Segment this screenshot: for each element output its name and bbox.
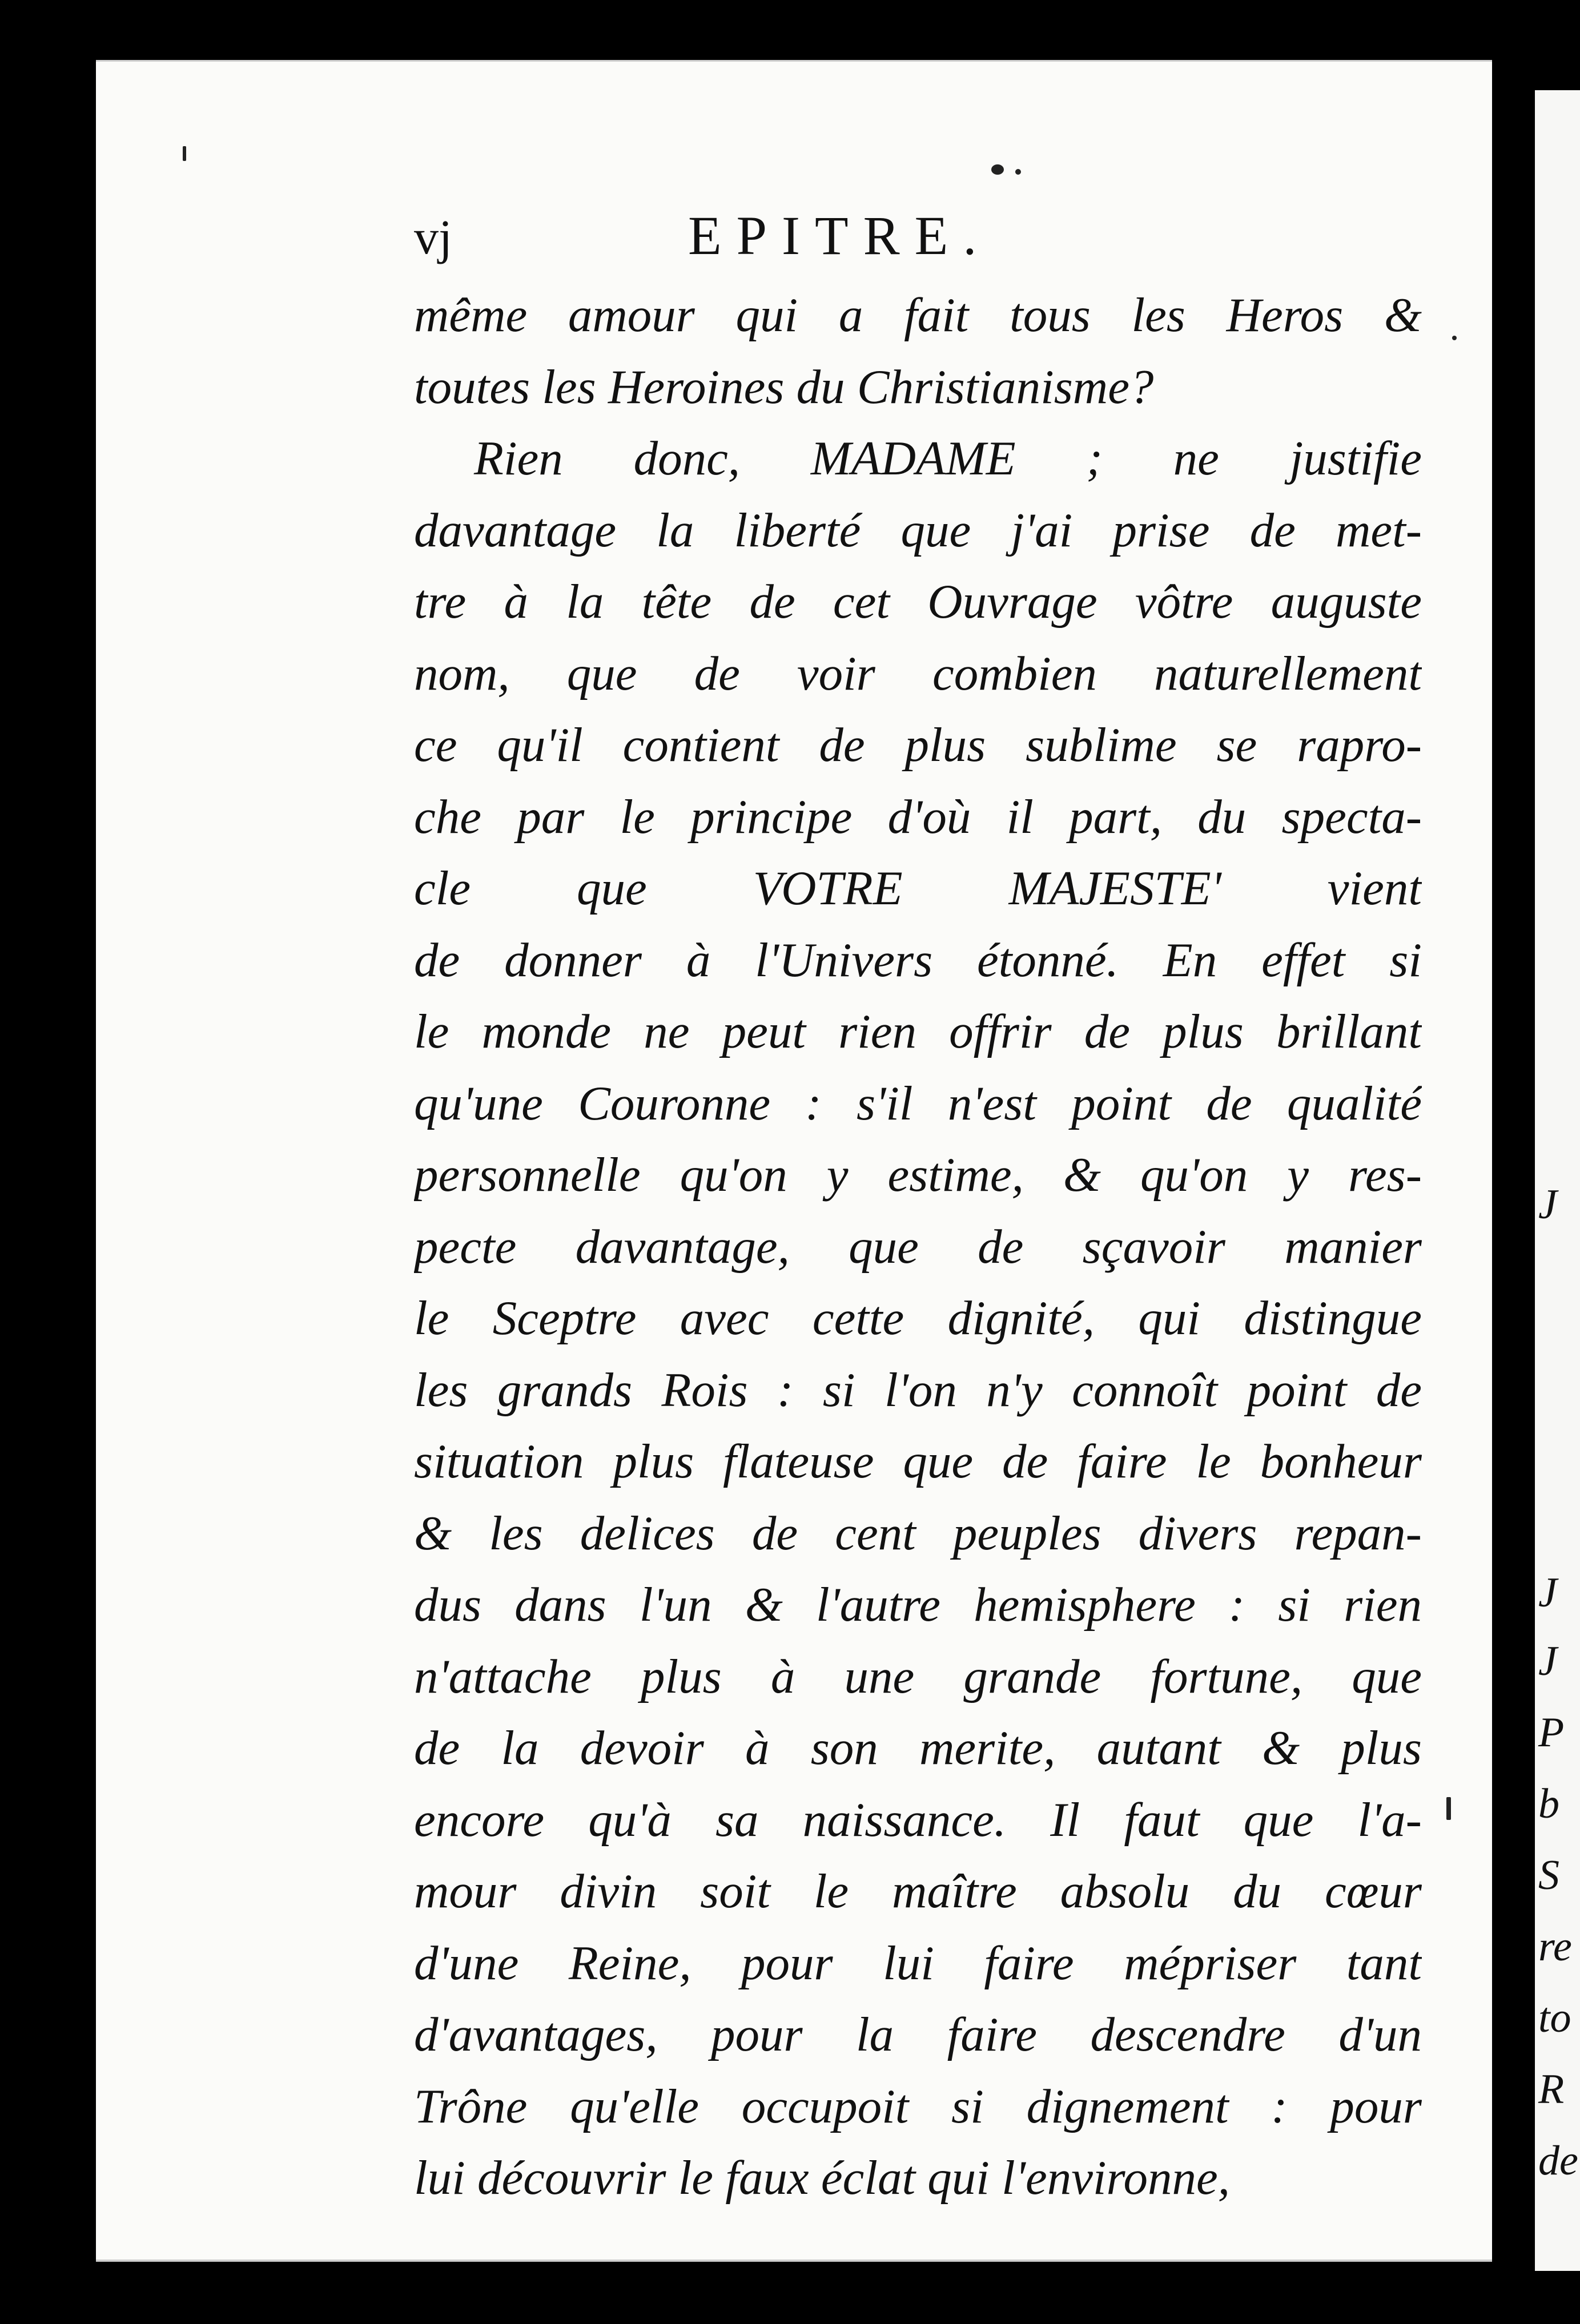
ink-speck (1446, 1797, 1451, 1820)
text-line: dus dans l'un & l'autre hemisphere : si rien (414, 1578, 1422, 1632)
text-line: personnelle qu'on y estime, & qu'on y res- (414, 1148, 1422, 1202)
text-line: che par le principe d'où il part, du specta- (414, 790, 1422, 844)
text-line: nom, que de voir combien naturellement (414, 646, 1422, 700)
facing-fragment: b (1538, 1781, 1559, 1827)
text-line: Rien donc, MADAME ; ne justifie (474, 432, 1422, 485)
body-text (414, 280, 1422, 2214)
facing-fragment: S (1538, 1852, 1559, 1899)
facing-fragment: re (1538, 1923, 1572, 1970)
running-head (414, 205, 1128, 277)
ink-speck (183, 146, 186, 161)
ink-speck (991, 164, 1004, 175)
text-line: ce qu'il contient de plus sublime se rapro- (414, 718, 1422, 772)
text-line: le Sceptre avec cette dignité, qui distingue (414, 1291, 1422, 1345)
text-line: encore qu'à sa naissance. Il faut que l'a- (414, 1793, 1422, 1847)
text-line: de donner à l'Univers étonné. En effet si (414, 933, 1422, 987)
text-line: qu'une Couronne : s'il n'est point de qualité (414, 1076, 1422, 1130)
facing-fragment: to (1538, 1995, 1571, 2041)
page-title: EPITRE. (688, 205, 992, 266)
text-line: n'attache plus à une grande fortune, que (414, 1649, 1422, 1703)
text-line: cle que VOTRE MAJESTE' vient (414, 861, 1422, 915)
text-line: mour divin soit le maître absolu du cœur (414, 1864, 1422, 1918)
text-line: d'avantages, pour la faire descendre d'un (414, 2008, 1422, 2061)
facing-page-strip (1535, 90, 1580, 2271)
facing-fragment: J (1538, 1569, 1557, 1616)
facing-fragment: J (1538, 1638, 1557, 1685)
text-line: & les delices de cent peuples divers repan- (414, 1506, 1422, 1560)
facing-fragment: R (1538, 2066, 1565, 2113)
text-line: davantage la liberté que j'ai prise de met- (414, 503, 1422, 557)
text-line: situation plus flateuse que de faire le bonheur (414, 1435, 1422, 1488)
ink-speck (1015, 169, 1021, 175)
text-line: même amour qui a fait tous les Heros & (414, 288, 1422, 342)
text-line: d'une Reine, pour lui faire mépriser tant (414, 1936, 1422, 1990)
facing-fragment: J (1538, 1181, 1557, 1228)
facing-fragment: de (1538, 2137, 1578, 2184)
ink-speck (1452, 336, 1457, 340)
text-line: toutes les Heroines du Christianisme? (414, 360, 1154, 414)
facing-fragment: P (1538, 1709, 1565, 1756)
text-line: Trône qu'elle occupoit si dignement : pour (414, 2079, 1422, 2133)
text-line: de la devoir à son merite, autant & plus (414, 1721, 1422, 1775)
text-line: tre à la tête de cet Ouvrage vôtre auguste (414, 575, 1422, 629)
text-line: les grands Rois : si l'on n'y connoît point de (414, 1363, 1422, 1417)
page-number: vj (414, 210, 452, 264)
text-line: le monde ne peut rien offrir de plus brillant (414, 1005, 1422, 1058)
text-line: pecte davantage, que de sçavoir manier (414, 1219, 1422, 1274)
text-line: lui découvrir le faux éclat qui l'environne, (414, 2151, 1230, 2205)
